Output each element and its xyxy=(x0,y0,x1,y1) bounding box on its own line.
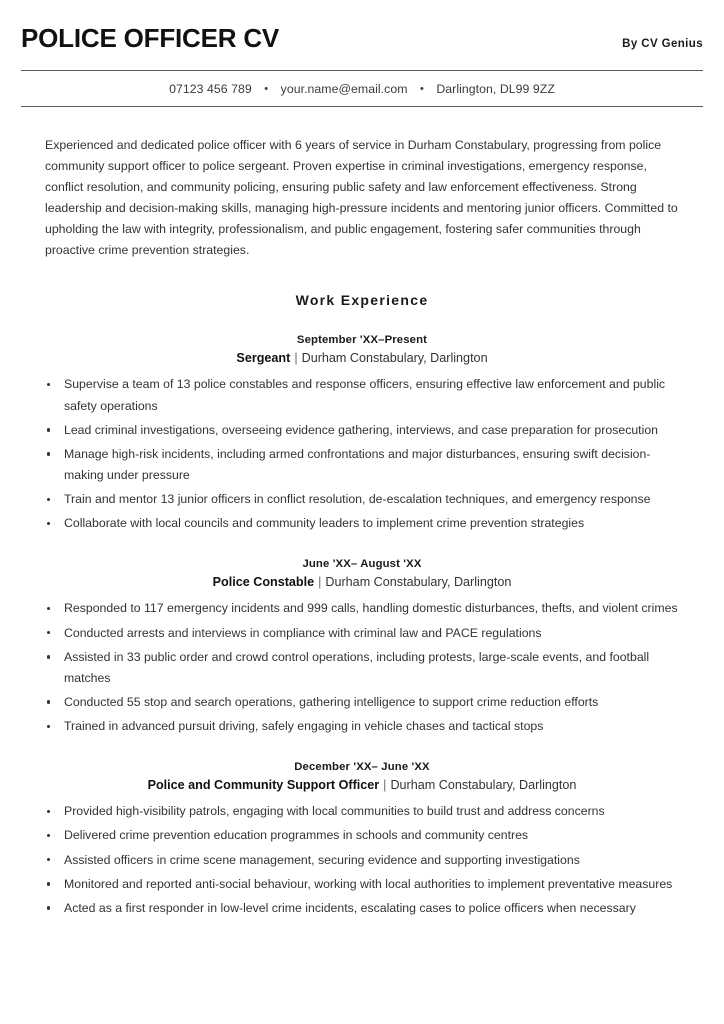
job-entry xyxy=(45,761,679,919)
contact-location: Darlington, DL99 9ZZ xyxy=(436,81,555,96)
contact-line xyxy=(0,71,724,106)
list-item: Train and mentor 13 junior officers in conflict resolution, de-escalation techniques, and emergency response xyxy=(45,489,679,510)
list-item: Manage high-risk incidents, including armed confrontations and major disturbances, ensuring swift decision-making under pressure xyxy=(45,444,679,486)
list-item: Assisted officers in crime scene management, securing evidence and supporting investigations xyxy=(45,850,679,871)
job-heading xyxy=(45,778,679,792)
page-title: POLICE OFFICER CV xyxy=(21,23,280,53)
list-item: Delivered crime prevention education programmes in schools and community centres xyxy=(45,825,679,846)
job-company: Durham Constabulary, Darlington xyxy=(325,575,512,590)
list-item: Provided high-visibility patrols, engaging with local communities to build trust and address concerns xyxy=(45,801,679,822)
job-title-divider: | xyxy=(318,575,322,590)
job-bullets xyxy=(45,374,679,534)
job-bullets xyxy=(45,598,679,737)
list-item: Acted as a first responder in low-level crime incidents, escalating cases to police officers when necessary xyxy=(45,898,679,919)
section-heading-work-experience: Work Experience xyxy=(295,292,429,309)
job-heading xyxy=(45,575,679,589)
cv-header xyxy=(0,0,724,53)
contact-separator-1: • xyxy=(264,82,269,95)
job-title-divider: | xyxy=(294,351,298,366)
job-title: Police Constable xyxy=(212,575,315,590)
byline-credit: By CV Genius xyxy=(622,38,703,50)
job-company: Durham Constabulary, Darlington xyxy=(390,778,577,793)
job-company: Durham Constabulary, Darlington xyxy=(301,351,488,366)
job-title-divider: | xyxy=(383,778,387,793)
list-item: Trained in advanced pursuit driving, safely engaging in vehicle chases and tactical stops xyxy=(45,716,679,737)
contact-email: your.name@email.com xyxy=(280,81,408,96)
professional-summary: Experienced and dedicated police officer with 6 years of service in Durham Constabulary, progressing from police community support officer to police sergeant. Proven expertise in criminal investigations, emergency response, conflict resolution, and community policing, ensuring public safety and law enforcement effectiveness. Strong leadership and decision-making skills, managing high-pressure incidents and mentoring junior officers. Committed to upholding the law with integrity, professionalism, and public engagement, fostering safer communities through proactive crime prevention strategies. xyxy=(45,137,678,258)
job-dates: September 'XX–Present xyxy=(296,334,428,347)
contact-phone: 07123 456 789 xyxy=(169,81,252,96)
job-bullets xyxy=(45,801,679,919)
list-item: Supervise a team of 13 police constables and response officers, ensuring effective law enforcement and public safety operations xyxy=(45,374,679,416)
job-title: Police and Community Support Officer xyxy=(147,778,380,793)
job-entry xyxy=(45,558,679,737)
list-item: Conducted arrests and interviews in compliance with criminal law and PACE regulations xyxy=(45,623,679,644)
list-item: Monitored and reported anti-social behaviour, working with local authorities to implement preventative measures xyxy=(45,874,679,895)
list-item: Conducted 55 stop and search operations, gathering intelligence to support crime reduction efforts xyxy=(45,692,679,713)
list-item: Assisted in 33 public order and crowd control operations, including protests, large-scale events, and football matches xyxy=(45,647,679,689)
job-title: Sergeant xyxy=(236,351,291,366)
work-experience-list xyxy=(45,334,679,919)
job-dates: June 'XX– August 'XX xyxy=(302,558,422,571)
list-item: Collaborate with local councils and community leaders to implement crime prevention strategies xyxy=(45,513,679,534)
contact-separator-2: • xyxy=(419,82,424,95)
job-entry xyxy=(45,334,679,534)
job-dates: December 'XX– June 'XX xyxy=(294,761,430,774)
list-item: Lead criminal investigations, overseeing evidence gathering, interviews, and case preparation for prosecution xyxy=(45,420,679,441)
header-divider-bottom xyxy=(21,106,703,107)
job-heading xyxy=(45,351,679,365)
list-item: Responded to 117 emergency incidents and 999 calls, handling domestic disturbances, thefts, and violent crimes xyxy=(45,598,679,619)
cv-body xyxy=(0,135,724,919)
